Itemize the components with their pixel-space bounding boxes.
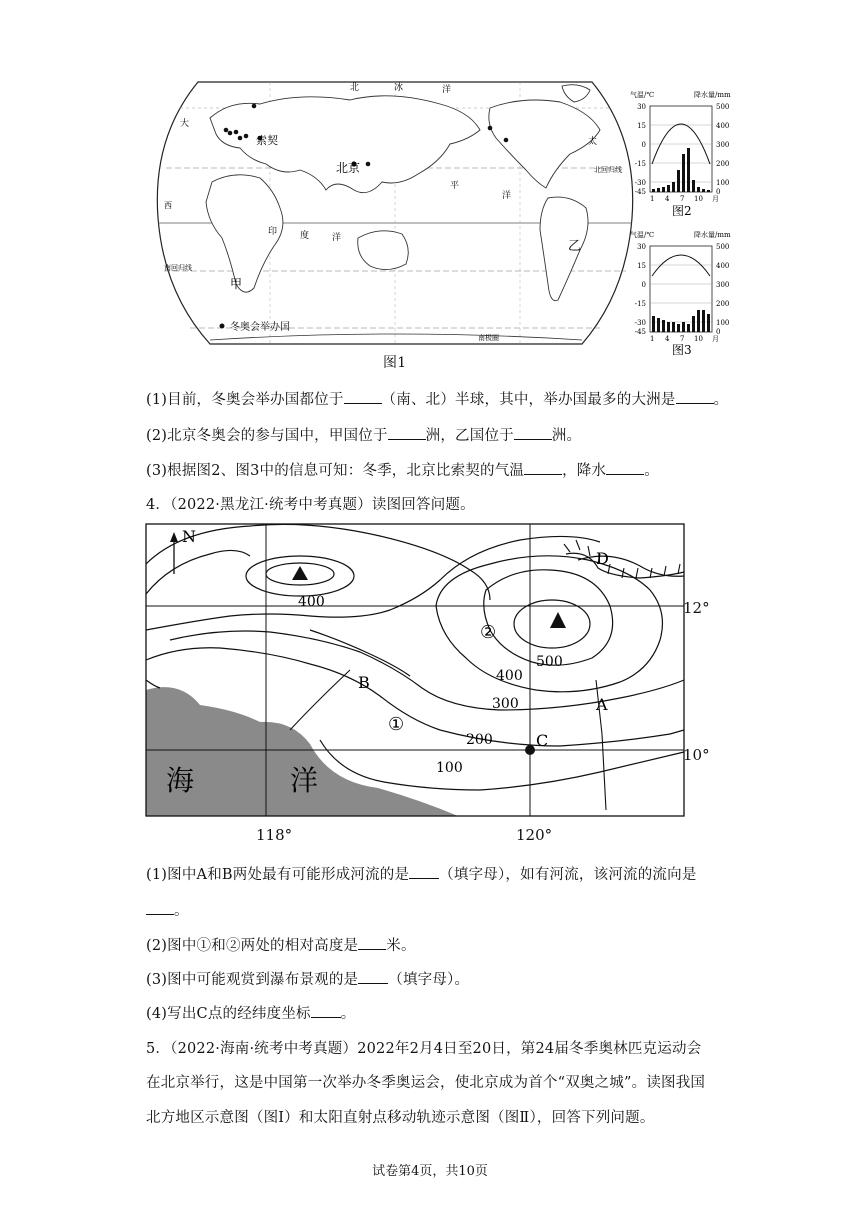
answer-blank[interactable] — [606, 460, 644, 475]
point-A-label: A — [596, 695, 608, 714]
svg-text:月: 月 — [712, 195, 719, 203]
svg-text:南极圈: 南极圈 — [478, 334, 499, 342]
svg-text:200: 200 — [716, 160, 730, 168]
svg-text:30: 30 — [637, 243, 646, 251]
svg-text:-15: -15 — [634, 300, 646, 308]
svg-text:大: 大 — [180, 119, 190, 129]
svg-text:洋: 洋 — [502, 191, 512, 201]
answer-blank[interactable] — [344, 389, 382, 404]
svg-text:太: 太 — [588, 137, 598, 147]
point-D-label: D — [596, 549, 609, 568]
svg-text:洋: 洋 — [332, 233, 342, 243]
answer-blank[interactable] — [409, 864, 439, 879]
q4-sub4: (4)写出C点的经纬度坐标 。 — [146, 1002, 355, 1023]
page-footer: 试卷第4页，共10页 — [372, 1164, 488, 1179]
q4-header: 4．（2022·黑龙江·统考中考真题）读图回答问题。 — [146, 497, 475, 513]
mark-1: ① — [388, 714, 405, 735]
svg-text:10: 10 — [694, 195, 703, 203]
svg-text:400: 400 — [716, 262, 730, 270]
svg-text:北: 北 — [350, 83, 360, 93]
svg-text:500: 500 — [536, 654, 563, 670]
svg-text:300: 300 — [492, 696, 519, 712]
svg-text:南回归线: 南回归线 — [164, 264, 192, 272]
svg-text:100: 100 — [716, 319, 730, 327]
world-map-figure — [150, 78, 640, 350]
fig1-caption: 图1 — [383, 355, 407, 371]
svg-text:0: 0 — [641, 281, 646, 289]
answer-blank[interactable] — [388, 425, 426, 440]
svg-text:1: 1 — [650, 335, 655, 343]
svg-text:冰: 冰 — [394, 83, 404, 93]
svg-text:降水量/mm: 降水量/mm — [694, 91, 731, 99]
answer-blank[interactable] — [146, 900, 174, 915]
svg-text:400: 400 — [496, 668, 523, 684]
svg-text:0: 0 — [716, 328, 721, 336]
svg-text:100: 100 — [716, 179, 730, 187]
q5-line3: 北方地区示意图（图Ⅰ）和太阳直射点移动轨迹示意图（图Ⅱ），回答下列问题。 — [146, 1110, 655, 1126]
fig3-caption: 图3 — [672, 343, 692, 357]
q4-sub2: (2)图中①和②两处的相对高度是 米。 — [146, 934, 416, 955]
lat-12-label: 12° — [683, 599, 710, 617]
svg-text:500: 500 — [716, 243, 730, 251]
svg-text:0: 0 — [716, 188, 721, 196]
svg-text:气温/℃: 气温/℃ — [630, 91, 655, 99]
contour-map-figure — [140, 520, 700, 850]
label-beijing: 北京 — [336, 161, 361, 175]
point-C-label: C — [536, 731, 549, 750]
label-yi: 乙 — [568, 239, 582, 254]
svg-text:30: 30 — [637, 103, 646, 111]
climate-chart-fig3 — [628, 228, 744, 358]
q4-sub3: (3)图中可能观赏到瀑布景观的是 （填字母）。 — [146, 968, 469, 989]
svg-text:印: 印 — [268, 227, 278, 237]
q3-sub1: (1)目前，冬奥会举办国都位于 （南、北）半球，其中，举办国最多的大洲是 。 — [146, 388, 728, 409]
q4-sub1: (1)图中A和B两处最有可能形成河流的是 （填字母），如有河流，该河流的流向是 — [146, 863, 697, 884]
svg-text:1: 1 — [650, 195, 655, 203]
svg-text:300: 300 — [716, 281, 730, 289]
svg-text:-15: -15 — [634, 160, 646, 168]
svg-text:-45: -45 — [634, 188, 646, 196]
svg-text:7: 7 — [680, 335, 685, 343]
lon-118-label: 118° — [256, 826, 293, 844]
label-sochi: 索契 — [256, 134, 278, 147]
svg-text:降水量/mm: 降水量/mm — [694, 231, 731, 239]
svg-text:200: 200 — [716, 300, 730, 308]
svg-text:300: 300 — [716, 141, 730, 149]
svg-text:西: 西 — [164, 201, 172, 210]
svg-text:10: 10 — [694, 335, 703, 343]
svg-text:月: 月 — [712, 335, 719, 343]
answer-blank[interactable] — [524, 460, 562, 475]
svg-text:气温/℃: 气温/℃ — [630, 231, 655, 239]
q5-line1: 5．（2022·海南·统考中考真题）2022年2月4日至20日，第24届冬季奥林匹克运动会 — [146, 1041, 702, 1057]
q5-line2: 在北京举行，这是中国第一次举办冬季奥运会，使北京成为首个“双奥之城”。读图我国 — [146, 1075, 706, 1091]
sea-label-1: 海 — [166, 764, 195, 797]
svg-text:北回归线: 北回归线 — [594, 166, 622, 174]
q3-sub2: (2)北京冬奥会的参与国中，甲国位于 洲，乙国位于 洲。 — [146, 424, 581, 445]
svg-text:100: 100 — [436, 760, 463, 776]
svg-text:-45: -45 — [634, 328, 646, 336]
svg-text:4: 4 — [665, 335, 670, 343]
svg-text:度: 度 — [300, 231, 310, 241]
svg-text:400: 400 — [298, 594, 325, 610]
svg-text:15: 15 — [637, 122, 646, 130]
svg-text:7: 7 — [680, 195, 685, 203]
point-B-label: B — [358, 673, 370, 692]
answer-blank[interactable] — [358, 935, 386, 950]
answer-blank[interactable] — [358, 969, 388, 984]
svg-text:0: 0 — [641, 141, 646, 149]
sea-label-2: 洋 — [290, 764, 319, 797]
climate-chart-fig2 — [628, 88, 744, 220]
lat-10-label: 10° — [683, 746, 710, 764]
svg-text:400: 400 — [716, 122, 730, 130]
mark-2: ② — [480, 622, 497, 643]
svg-text:平: 平 — [450, 181, 460, 191]
svg-text:4: 4 — [665, 195, 670, 203]
fig2-caption: 图2 — [672, 204, 692, 218]
q3-sub3: (3)根据图2、图3中的信息可知：冬季，北京比索契的气温 ，降水 。 — [146, 459, 659, 480]
label-jia: 甲 — [230, 277, 243, 291]
svg-text:15: 15 — [637, 262, 646, 270]
answer-blank[interactable] — [676, 389, 714, 404]
svg-text:洋: 洋 — [442, 85, 452, 95]
north-label: N — [182, 527, 196, 546]
answer-blank[interactable] — [311, 1003, 341, 1018]
svg-text:500: 500 — [716, 103, 730, 111]
answer-blank[interactable] — [514, 425, 552, 440]
lon-120-label: 120° — [516, 826, 553, 844]
svg-text:200: 200 — [466, 732, 493, 748]
svg-text:-30: -30 — [634, 319, 646, 327]
q4-sub1-cont: 。 — [146, 899, 189, 920]
legend-host: 冬奥会举办国 — [230, 322, 290, 333]
svg-text:-30: -30 — [634, 179, 646, 187]
